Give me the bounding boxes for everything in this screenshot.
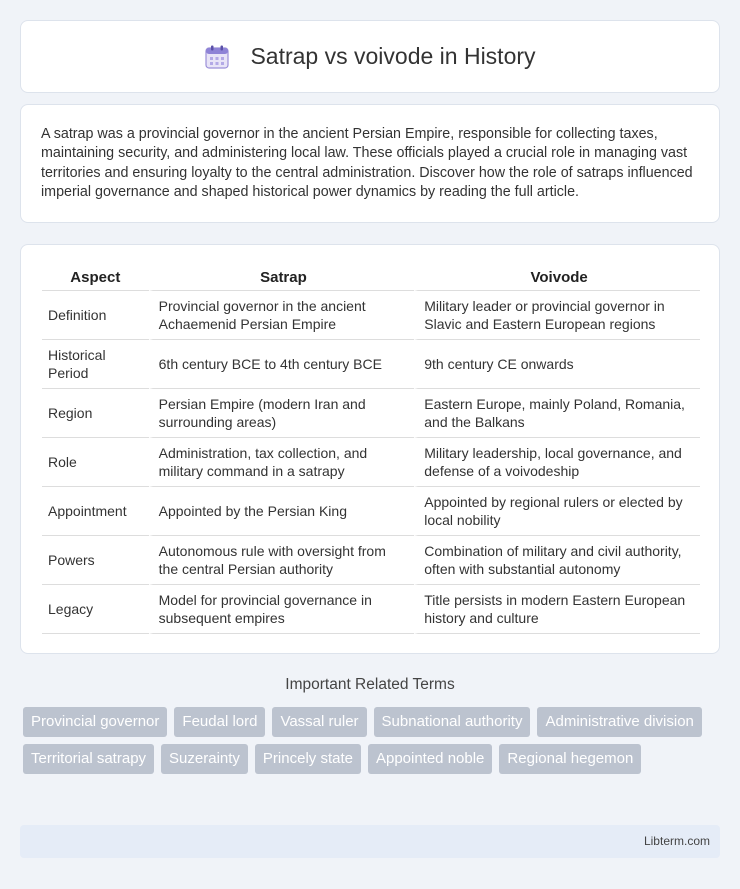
related-term-tag[interactable]: Provincial governor [23, 707, 167, 737]
related-term-tag[interactable]: Administrative division [537, 707, 701, 737]
table-cell: Military leader or provincial governor in Slavic and Eastern European regions [414, 291, 700, 340]
table-cell: Historical Period [42, 340, 149, 389]
table-cell: Legacy [42, 585, 149, 634]
related-term-tag[interactable]: Suzerainty [161, 744, 248, 774]
table-row [42, 438, 700, 487]
table-row [42, 487, 700, 536]
page-title: Satrap vs voivode in History [250, 43, 536, 69]
table-cell: Role [42, 438, 149, 487]
table-cell: Administration, tax collection, and military command in a satrapy [149, 438, 415, 487]
table-header-row [42, 265, 700, 291]
column-header-voivode: Voivode [414, 265, 700, 291]
intro-card [20, 104, 720, 223]
comparison-table [42, 265, 700, 634]
related-term-tag[interactable]: Princely state [255, 744, 361, 774]
table-cell: Appointed by the Persian King [149, 487, 415, 536]
table-cell: Powers [42, 536, 149, 585]
column-header-satrap: Satrap [149, 265, 415, 291]
intro-text: A satrap was a provincial governor in the ancient Persian Empire, responsible for collecting taxes, maintaining security, and administering local law. These officials played a crucial role in managing vast territories and ensuring loyalty to the central administration. Discover how the role of satraps influenced imperial governance and shaped historical power dynamics by reading the full article. [41, 126, 693, 200]
table-cell: Appointed by regional rulers or elected by local nobility [414, 487, 700, 536]
related-term-tag[interactable]: Regional hegemon [499, 744, 641, 774]
footer [20, 825, 720, 858]
table-row [42, 291, 700, 340]
related-terms-list [23, 707, 717, 774]
table-cell: Appointment [42, 487, 149, 536]
footer-site-link[interactable]: Libterm.com [643, 834, 710, 848]
title-card [20, 20, 720, 93]
table-cell: Military leadership, local governance, and defense of a voivodeship [414, 438, 700, 487]
related-term-tag[interactable]: Vassal ruler [272, 707, 366, 737]
calendar-icon [204, 44, 230, 70]
table-cell: Autonomous rule with oversight from the central Persian authority [149, 536, 415, 585]
related-term-tag[interactable]: Feudal lord [174, 707, 265, 737]
table-cell: Persian Empire (modern Iran and surrounding areas) [149, 389, 415, 438]
related-term-tag[interactable]: Appointed noble [368, 744, 492, 774]
comparison-card [20, 244, 720, 654]
table-cell: Definition [42, 291, 149, 340]
table-cell: Provincial governor in the ancient Achaemenid Persian Empire [149, 291, 415, 340]
column-header-aspect: Aspect [42, 265, 149, 291]
table-row [42, 389, 700, 438]
table-cell: 6th century BCE to 4th century BCE [149, 340, 415, 389]
table-row [42, 340, 700, 389]
table-cell: Model for provincial governance in subsequent empires [149, 585, 415, 634]
table-row [42, 585, 700, 634]
related-terms-title: Important Related Terms [285, 676, 455, 693]
table-cell: 9th century CE onwards [414, 340, 700, 389]
table-cell: Combination of military and civil authority, often with substantial autonomy [414, 536, 700, 585]
table-row [42, 536, 700, 585]
related-term-tag[interactable]: Territorial satrapy [23, 744, 154, 774]
table-cell: Region [42, 389, 149, 438]
related-term-tag[interactable]: Subnational authority [374, 707, 531, 737]
table-cell: Title persists in modern Eastern European history and culture [414, 585, 700, 634]
table-cell: Eastern Europe, mainly Poland, Romania, and the Balkans [414, 389, 700, 438]
